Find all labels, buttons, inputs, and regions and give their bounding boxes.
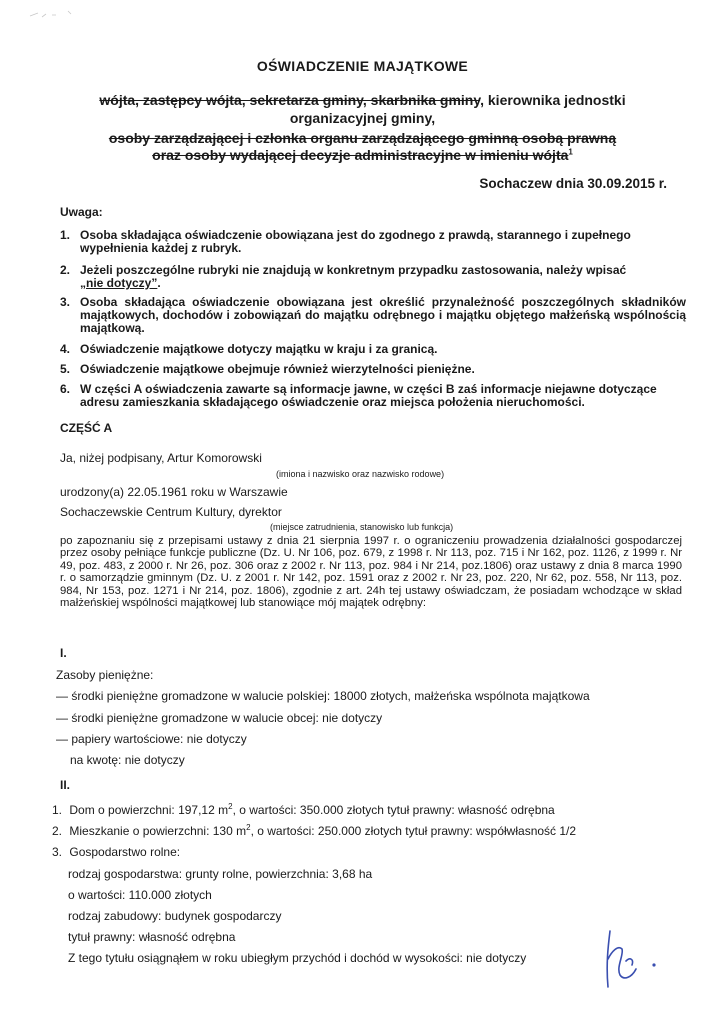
securities-amount: na kwotę: nie dotyczy <box>70 753 185 767</box>
item-number: 3. <box>52 845 63 859</box>
property-item <box>52 845 180 859</box>
note-number: 1. <box>60 228 71 242</box>
document-title: OŚWIADCZENIE MAJĄTKOWE <box>256 58 469 74</box>
item-text: środki pieniężne gromadzone w walucie obcej: nie dotyczy <box>71 711 383 725</box>
section-2-label: II. <box>60 778 71 792</box>
note-item <box>60 363 686 376</box>
note-number: 3. <box>60 295 71 309</box>
header-struck-legal-person: osoby zarządzającej i członka organu zarządzającego gminną osobą prawną <box>108 130 617 146</box>
farm-title: tytuł prawny: własność odrębna <box>68 930 236 944</box>
item-number: 1. <box>52 803 63 817</box>
farm-type: rodzaj gospodarstwa: grunty rolne, powierzchnia: 3,68 ha <box>68 867 373 881</box>
item-text: , o wartości: 350.000 złotych tytuł prawny: własność odrębna <box>232 803 555 817</box>
note-text: Osoba składająca oświadczenie obowiązana jest do zgodnego z prawdą, starannego i zupełnego wypełnienia każdej z rubryk. <box>80 228 631 255</box>
note-text <box>80 264 686 290</box>
signature-icon <box>596 925 666 995</box>
part-a-label: CZĘŚĆ A <box>60 421 113 435</box>
header-line-1 <box>0 92 725 108</box>
note-text-underlined: „nie dotyczy” <box>80 276 158 290</box>
place-and-date: Sochaczew dnia 30.09.2015 r. <box>479 176 667 191</box>
item-dash: — <box>56 711 68 725</box>
note-item <box>60 343 686 356</box>
scan-artifact-mark <box>28 8 78 20</box>
item-superscript: 2 <box>246 823 251 832</box>
note-text: Osoba składająca oświadczenie obowiązana jest określić przynależność poszczególnych składników majątkowych, dochodów i zobowiązań do majątku odrębnego i majątku objętego małżeńską wspólnością majątkową. <box>80 295 686 335</box>
item-text: papiery wartościowe: nie dotyczy <box>71 732 247 746</box>
item-dash: — <box>56 689 68 703</box>
note-text: W części A oświadczenia zawarte są informacje jawne, w części B zaś informacje niejawne dotyczące adresu zamieszkania składającego oświadczenie oraz miejsca położenia nieruchomości. <box>80 382 657 409</box>
employment-caption: (miejsce zatrudnienia, stanowisko lub funkcja) <box>270 522 454 532</box>
note-number: 5. <box>60 362 71 376</box>
item-superscript: 2 <box>228 802 233 811</box>
header-struck-decision-makers: oraz osoby wydającej decyzje administracyjne w imieniu wójta <box>152 147 569 163</box>
cash-item <box>56 711 382 725</box>
note-text-part: . <box>157 276 161 290</box>
section-1-heading: Zasoby pieniężne: <box>56 668 154 682</box>
birth-line: urodzony(a) 22.05.1961 roku w Warszawie <box>60 485 288 499</box>
note-text: Oświadczenie majątkowe obejmuje również wierzytelności pieniężne. <box>80 362 475 376</box>
farm-value: o wartości: 110.000 złotych <box>68 888 212 902</box>
note-item <box>60 383 686 409</box>
item-dash: — <box>56 732 68 746</box>
note-item <box>60 229 686 255</box>
note-text-part: Jeżeli poszczególne rubryki nie znajdują w konkretnym przypadku zastosowania, należy wpisać <box>80 263 627 277</box>
header-struck-officials: wójta, zastępcy wójta, sekretarza gminy, skarbnika gminy <box>99 92 481 108</box>
header-line-2: organizacyjnej gminy, <box>289 110 436 126</box>
legal-basis-paragraph: po zapoznaniu się z przepisami ustawy z dnia 21 sierpnia 1997 r. o ograniczeniu prowadzenia działalności gospodarczej przez osoby pełniące funkcje publiczne (Dz. U. Nr 106, poz. 679, z 1998 r. Nr 113, poz. 715 i Nr 162, poz. 1126, z 1999 r. Nr 49, poz. 483, z 2000 r. Nr 26, poz. 306 oraz z 2002 r. Nr 113, poz. 984 i Nr 214, poz.1806) oraz ustawy z dnia 8 marca 1990 r. o samorządzie gminnym (Dz. U. z 2001 r. Nr 142, poz. 1591 oraz z 2002 r. Nr 23, poz. 220, Nr 62, poz. 558, Nr 113, poz. 984, Nr 153, poz. 1271 i Nr 214, poz. 1806), zgodnie z art. 24h tej ustawy oświadczam, że posiadam wchodzące w skład małżeńskiej wspólności majątkowej lub stanowiące mój majątek odrębny: <box>60 535 682 610</box>
property-item <box>52 803 555 817</box>
footnote-marker: 1 <box>568 147 573 157</box>
employment-line: Sochaczewskie Centrum Kultury, dyrektor <box>60 505 282 519</box>
header-line-3 <box>0 130 725 146</box>
farm-buildings: rodzaj zabudowy: budynek gospodarczy <box>68 909 282 923</box>
note-text: Oświadczenie majątkowe dotyczy majątku w kraju i za granicą. <box>80 342 438 356</box>
item-text: środki pieniężne gromadzone w walucie polskiej: 18000 złotych, małżeńska wspólnota majątkowa <box>71 689 590 703</box>
item-number: 2. <box>52 824 63 838</box>
note-number: 2. <box>60 263 71 277</box>
notes-label: Uwaga: <box>60 205 103 219</box>
cash-item <box>56 689 590 703</box>
header-unit-head: , kierownika jednostki <box>480 92 626 108</box>
note-item <box>60 296 686 335</box>
cash-item <box>56 732 247 746</box>
header-line-4 <box>0 147 725 163</box>
note-item <box>60 264 686 290</box>
property-item <box>52 824 576 838</box>
declarant-caption: (imiona i nazwisko oraz nazwisko rodowe) <box>276 469 445 479</box>
note-number: 4. <box>60 342 71 356</box>
item-text: Mieszkanie o powierzchni: 130 m <box>69 824 247 838</box>
section-1-label: I. <box>60 646 67 660</box>
farm-income: Z tego tytułu osiągnąłem w roku ubiegłym przychód i dochód w wysokości: nie dotyczy <box>68 951 527 965</box>
declarant-line: Ja, niżej podpisany, Artur Komorowski <box>60 451 262 465</box>
item-text: , o wartości: 250.000 złotych tytuł prawny: współwłasność 1/2 <box>250 824 577 838</box>
item-text: Dom o powierzchni: 197,12 m <box>69 803 229 817</box>
item-text: Gospodarstwo rolne: <box>69 845 181 859</box>
note-number: 6. <box>60 382 71 396</box>
